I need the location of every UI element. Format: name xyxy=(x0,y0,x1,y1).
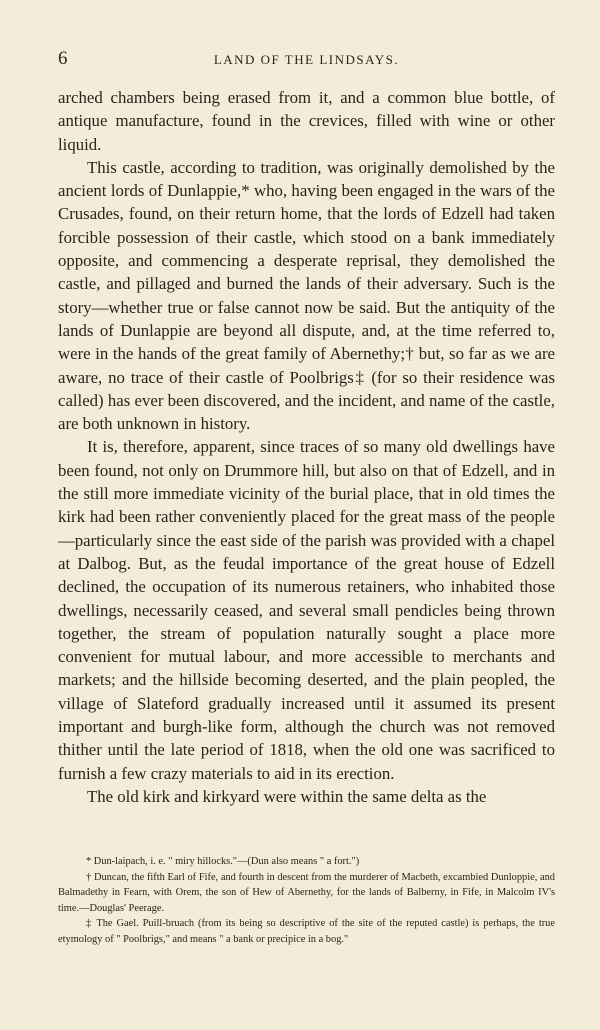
paragraph: It is, therefore, apparent, since traces of so many old dwellings have been found, not only on Drummore hill, but also on that of Edzell, and in the still more immediate vicinity of the burial place, that in old times the kirk had been rather conveniently placed for the great mass of the people—particularly since the east side of the parish was provided with a chapel at Dalbog. But, as the feudal importance of the great house of Edzell declined, the occupation of its numerous retainers, who inhabited those dwellings, necessarily ceased, and several small pendicles being thrown together, the stream of population naturally sought a place more convenient for mutual labour, and more accessible to merchants and markets; and the hillside becoming deserted, and the plain peopled, the village of Slateford gradually increased until it assumed its present important and burgh-like form, although the church was not removed thither until the late period of 1818, when the old one was sacrificed to furnish a few crazy materials to aid in its erection. xyxy=(58,437,555,783)
paragraph: arched chambers being erased from it, and a common blue bottle, of antique manufacture, found in the crevices, filled with wine or other liquid. xyxy=(58,88,555,154)
footnote: * Dun-laipach, i. e. " miry hillocks."—(Dun also means " a fort.") xyxy=(86,856,360,867)
paragraph: The old kirk and kirkyard were within the same delta as the xyxy=(87,786,487,806)
footnote: † Duncan, the fifth Earl of Fife, and fourth in descent from the murderer of Macbeth, excambied Dunloppie, and Balmadethy in Fearn, with Orem, the son of Hew of Abernethy, for the lands of Balberny, in Fife, in Malcolm IV's time.—Douglas' Peerage. xyxy=(58,871,555,914)
page-number: 6 xyxy=(58,48,68,69)
running-title: LAND OF THE LINDSAYS. xyxy=(213,52,400,67)
footnote: ‡ The Gael. Puill-bruach (from its being so descriptive of the site of the reputed castle) is perhaps, the true etymology of " Poolbrigs," and means " a bank or precipice in a bog." xyxy=(58,918,555,945)
body-text xyxy=(58,86,555,808)
footnotes xyxy=(58,854,555,947)
page-header xyxy=(58,48,555,72)
paragraph: This castle, according to tradition, was originally demolished by the ancient lords of Dunlappie,* who, having been engaged in the wars of the Crusades, found, on their return home, that the lords of Edzell had taken forcible possession of their castle, which stood on a bank immediately opposite, and commencing a desperate reprisal, they demolished the castle, and pillaged and burned the lands of their adversary. Such is the story—whether true or false cannot now be said. But the antiquity of the lands of Dunlappie are beyond all dispute, and, at the time referred to, were in the hands of the great family of Abernethy;† but, so far as we are aware, no trace of their castle of Poolbrigs‡ (for so their residence was called) has ever been discovered, and the incident, and name of the castle, are both unknown in history. xyxy=(58,157,555,434)
